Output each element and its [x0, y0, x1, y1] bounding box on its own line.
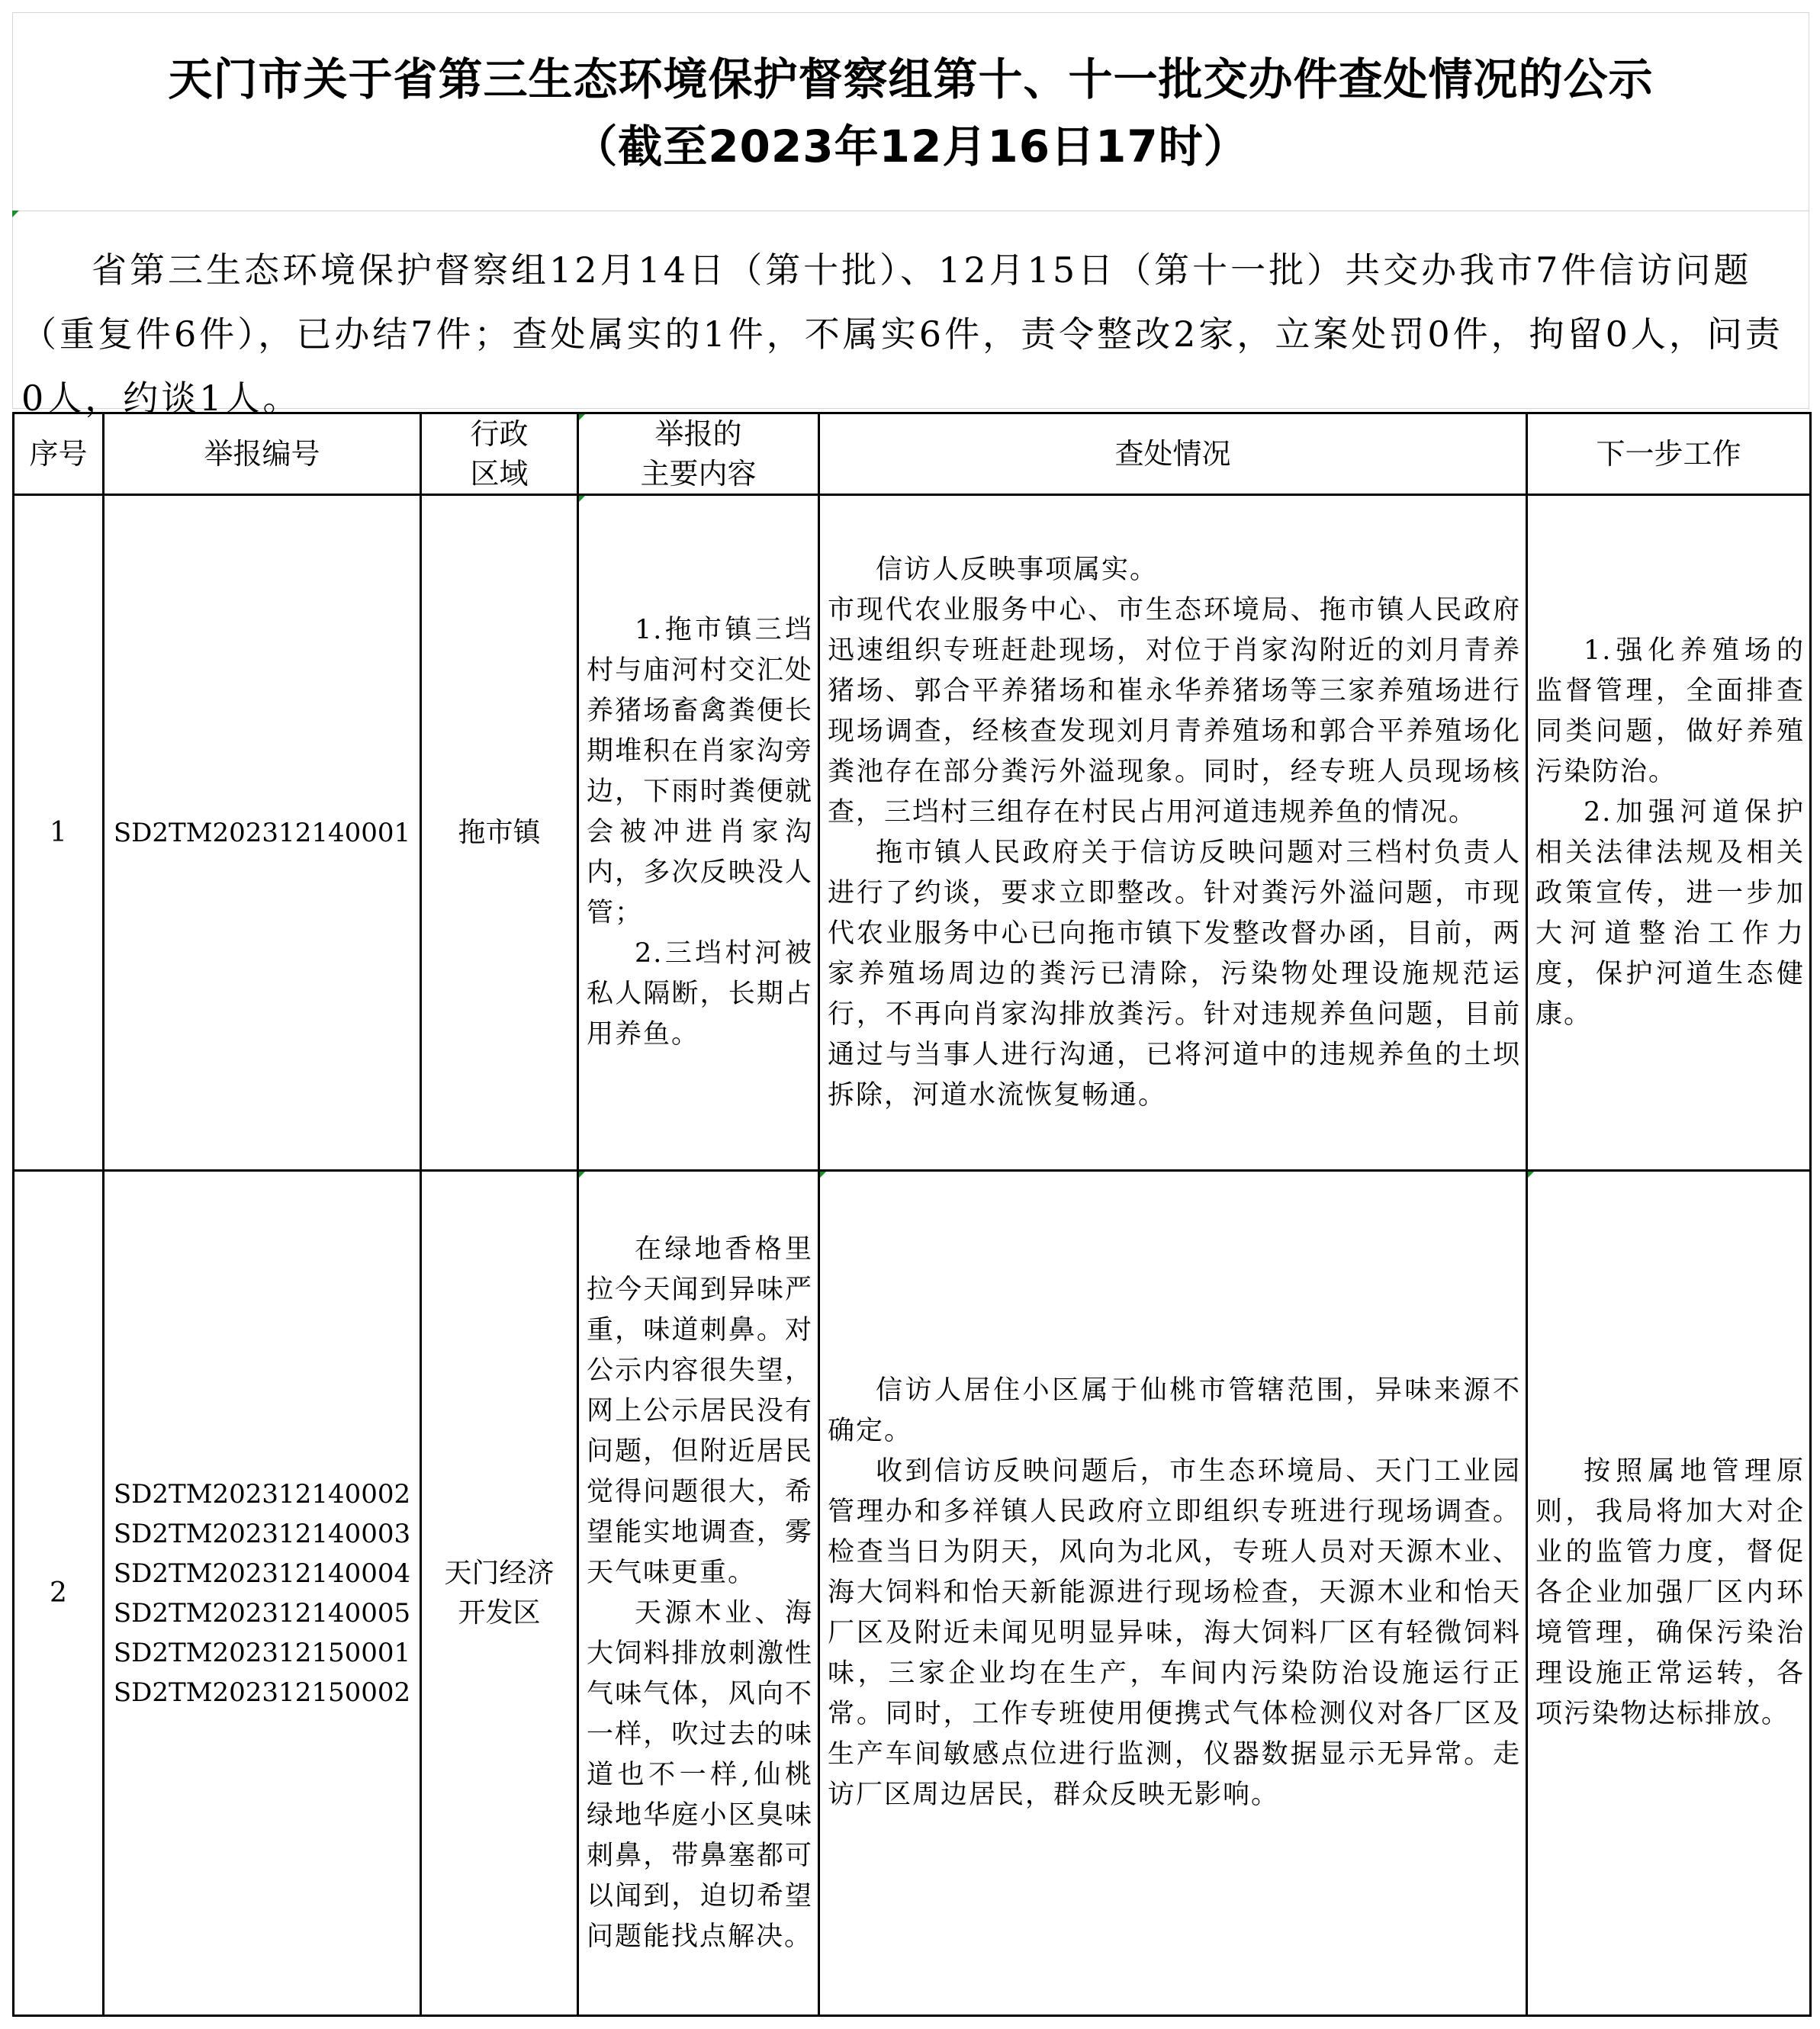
row-seq: 1 — [14, 495, 104, 1171]
report-no: SD2TM202312140002 — [113, 1478, 411, 1510]
row-handling — [819, 1171, 1527, 2016]
row-region — [421, 495, 578, 1171]
header-next-steps: 下一步工作 — [1527, 413, 1811, 495]
cell-marker-icon — [579, 414, 585, 420]
cell-marker-icon — [579, 1172, 585, 1178]
row-report-nos — [104, 1171, 421, 2016]
row-handling — [819, 495, 1527, 1171]
next-step-item: 按照属地管理原则，我局将加大对企业的监管力度，督促各企业加强厂区内环境管理，确保污染治理设施正常运转，各项污染物达标排放。 — [1535, 1456, 1805, 1729]
handling-paragraph: 收到信访反映问题后，市生态环境局、天门工业园管理办和多祥镇人民政府立即组织专班进行现场调查。检查当日为阴天，风向为北风，专班人员对天源木业、海大饲料和怡天新能源进行现场检查，天源木业和怡天厂区及附近未闻见明显异味，海大饲料厂区有轻微饲料味，三家企业均在生产，车间内污染防治设施运行正常。同时，工作专班使用便携式气体检测仪对各厂区及生产车间敏感点位进行监测，仪器数据显示无异常。走访厂区周边居民，群众反映无影响。 — [828, 1456, 1521, 1810]
handling-paragraph: 信访人反映事项属实。 — [876, 554, 1159, 585]
handling-paragraph: 拖市镇人民政府关于信访反映问题对三档村负责人进行了约谈，要求立即整改。针对粪污外溢问题，市现代农业服务中心已向拖市镇下发整改督办函，目前，两家养殖场周边的粪污已清除，污染物处理设施规范运行，不再向肖家沟排放粪污。针对违规养鱼问题，目前通过与当事人进行沟通，已将河道中的违规养鱼的土坝拆除，河道水流恢复畅通。 — [828, 837, 1521, 1111]
content-item: 在绿地香格里拉今天闻到异味严重，味道刺鼻。对公示内容很失望，网上公示居民没有问题，但附近居民觉得问题很大，希望能实地调查，雾天气味更重。 — [587, 1233, 813, 1588]
content-item: 2.三垱村河被私人隔断，长期占用养鱼。 — [587, 938, 813, 1050]
title-line-2: （截至2023年12月16日17时） — [573, 121, 1249, 172]
header-region-line-2: 区域 — [470, 457, 529, 490]
cell-marker-icon — [1528, 1172, 1534, 1178]
next-step-item: 2.加强河道保护相关法律法规及相关政策宣传，进一步加大河道整治工作力度，保护河道生态健康。 — [1535, 796, 1805, 1030]
cell-marker-icon — [820, 1172, 826, 1178]
header-seq: 序号 — [14, 413, 104, 495]
header-region — [421, 413, 578, 495]
content-item: 1.拖市镇三垱村与庙河村交汇处养猪场畜禽粪便长期堆积在肖家沟旁边，下雨时粪便就会被冲进肖家沟内，多次反映没人管； — [587, 615, 813, 928]
summary-paragraph: 省第三生态环境保护督察组12月14日（第十批）、12月15日（第十一批）共交办我市7件信访问题（重复件6件），已办结7件；查处属实的1件，不属实6件，责令整改2家，立案处罚0件，拘留0人，问责0人，约谈1人。 — [21, 249, 1783, 419]
content-item: 天源木业、海大饲料排放刺激性气味气体，风向不一样，吹过去的味道也不一样,仙桃绿地华庭小区臭味刺鼻，带鼻塞都可以闻到，迫切希望问题能找点解决。 — [587, 1597, 813, 1952]
region-line-1: 天门经济 — [444, 1557, 555, 1589]
row-content — [578, 1171, 819, 2016]
row-region — [421, 1171, 578, 2016]
row-content — [578, 495, 819, 1171]
report-no: SD2TM202312140003 — [113, 1518, 411, 1549]
report-no: SD2TM202312140001 — [113, 817, 411, 848]
table-header-row — [14, 413, 1811, 495]
table-row — [14, 1171, 1811, 2016]
region-line-2: 开发区 — [458, 1597, 541, 1629]
header-content — [578, 413, 819, 495]
report-table — [12, 412, 1812, 2017]
table-row — [14, 495, 1811, 1171]
title-line-1: 天门市关于省第三生态环境保护督察组第十、十一批交办件查处情况的公示 — [168, 53, 1654, 105]
header-content-line-2: 主要内容 — [640, 457, 757, 490]
report-no: SD2TM202312150002 — [113, 1677, 411, 1708]
cell-marker-icon — [579, 496, 585, 502]
row-next-steps — [1527, 1171, 1811, 2016]
cell-marker-icon — [12, 211, 19, 217]
header-region-line-1: 行政 — [470, 417, 529, 451]
report-no: SD2TM202312140005 — [113, 1597, 411, 1629]
handling-paragraph: 市现代农业服务中心、市生态环境局、拖市镇人民政府迅速组织专班赶赴现场，对位于肖家沟附近的刘月青养猪场、郭合平养猪场和崔永华养猪场等三家养殖场进行现场调查，经核查发现刘月青养殖场和郭合平养殖场化粪池存在部分粪污外溢现象。同时，经专班人员现场核查，三垱村三组存在村民占用河道违规养鱼的情况。 — [828, 594, 1521, 828]
row-seq: 2 — [14, 1171, 104, 2016]
report-no: SD2TM202312150001 — [113, 1637, 411, 1668]
header-content-line-1: 举报的 — [654, 417, 742, 451]
row-next-steps — [1527, 495, 1811, 1171]
region-line-1: 拖市镇 — [458, 816, 541, 848]
header-handling: 查处情况 — [819, 413, 1527, 495]
header-report-no: 举报编号 — [104, 413, 421, 495]
page-title — [12, 46, 1809, 180]
row-report-nos — [104, 495, 421, 1171]
report-no: SD2TM202312140004 — [113, 1558, 411, 1589]
next-step-item: 1.强化养殖场的监督管理，全面排查同类问题，做好养殖污染防治。 — [1535, 635, 1805, 787]
handling-paragraph: 信访人居住小区属于仙桃市管辖范围，异味来源不确定。 — [828, 1375, 1521, 1446]
